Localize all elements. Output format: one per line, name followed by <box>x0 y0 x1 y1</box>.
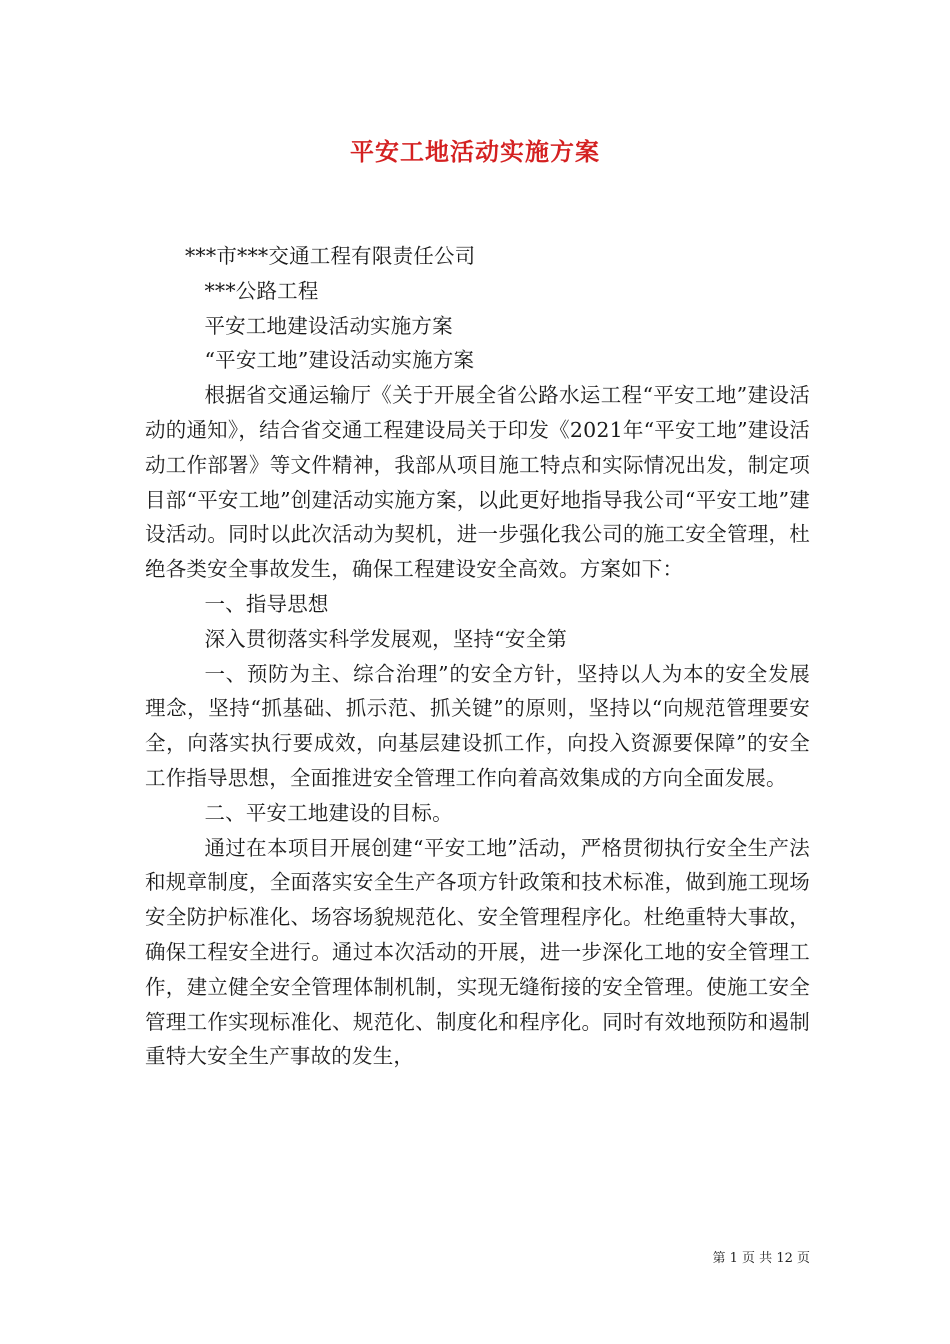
paragraph-guiding-ideology-start: 深入贯彻落实科学发展观，坚持“安全第 <box>204 626 568 651</box>
paragraph-background: 根据省交通运输厅《关于开展全省公路水运工程“平安工地”建设活动的通知》，结合省交通工程建设局关于印发《2021年“平安工地”建设活动工作部署》等文件精神，我部从项目施工特点和实际情况出发，制定项目部“平安工地”创建活动实施方案，以此更好地指导我公司“平安工地”建设活动。同时以此次活动为契机，进一步强化我公司的施工安全管理，杜绝各类安全事故发生，确保工程建设安全高效。方案如下： <box>145 383 810 582</box>
paragraph-guiding-ideology: 一、预防为主、综合治理”的安全方针，坚持以人为本的安全发展理念，坚持“抓基础、抓示范、抓关键”的原则，坚持以“向规范管理要安全，向落实执行要成效，向基层建设抓工作，向投入资源要保障”的安全工作指导思想，全面推进安全管理工作向着高效集成的方向全面发展。 <box>145 661 810 790</box>
document-body <box>145 239 810 1074</box>
paragraph-goals: 通过在本项目开展创建“平安工地”活动，严格贯彻执行安全生产法和规章制度，全面落实安全生产各项方针政策和技术标准，做到施工现场安全防护标准化、场容场貌规范化、安全管理程序化。杜绝重特大事故，确保工程安全进行。通过本次活动的开展，进一步深化工地的安全管理工作，建立健全安全管理体制机制，实现无缝衔接的安全管理。使施工安全管理工作实现标准化、规范化、制度化和程序化。同时有效地预防和遏制重特大安全生产事故的发生， <box>145 835 810 1069</box>
plan-subtitle: 平安工地建设活动实施方案 <box>204 313 453 338</box>
company-name: ***市***交通工程有限责任公司 <box>184 244 476 268</box>
project-name: ***公路工程 <box>204 278 319 303</box>
section-heading-goals: 二、平安工地建设的目标。 <box>204 800 453 825</box>
plan-heading: “平安工地”建设活动实施方案 <box>204 348 475 373</box>
document-title: 平安工地活动实施方案 <box>350 137 600 166</box>
section-heading-guiding-ideology: 一、指导思想 <box>204 591 329 616</box>
page-number-footer: 第 1 页 共 12 页 <box>712 1251 810 1266</box>
